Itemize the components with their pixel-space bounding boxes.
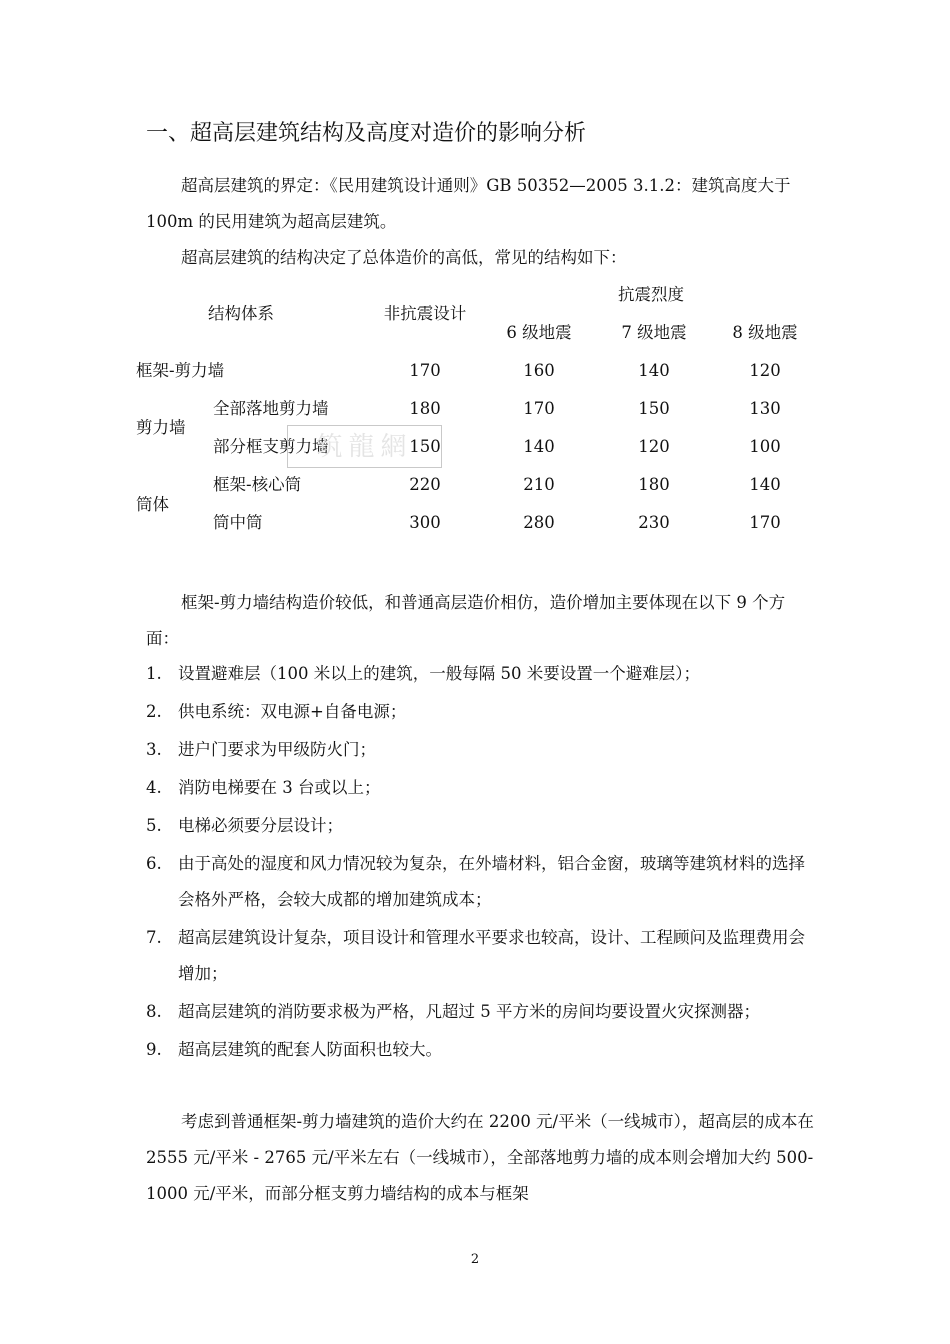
structure-height-table [136,280,826,542]
cell-deg8: 100 [749,437,781,456]
list-item-text: 电梯必须要分层设计； [178,816,343,835]
cell-deg8: 170 [749,513,781,532]
cell-deg8: 140 [749,475,781,494]
list-item-text: 设置避难层（100 米以上的建筑，一般每隔 50 米要设置一个避难层）； [178,664,700,683]
list-item-number: 2. [146,702,162,721]
list-item [146,770,816,806]
list-item-text: 进户门要求为甲级防火门； [178,740,376,759]
list-item-text: 超高层建筑的配套人防面积也较大。 [178,1040,442,1059]
header-non-seismic: 非抗震设计 [383,304,467,323]
list-item-text: 超高层建筑设计复杂，项目设计和管理水平要求也较高，设计、工程顾问及监理费用会增加； [178,928,805,983]
list-item-text: 由于高处的湿度和风力情况较为复杂，在外墙材料，铝合金窗，玻璃等建筑材料的选择会格外严格，会较大成都的增加建筑成本； [178,854,805,909]
group-shear-wall: 剪力墙 [136,418,186,437]
header-degree-6: 6 级地震 [506,323,572,342]
cell-deg6: 140 [523,437,555,456]
cell-deg6: 210 [523,475,555,494]
list-item-number: 6. [146,854,162,873]
header-structure-system: 结构体系 [208,304,274,323]
cell-non-seismic: 150 [409,437,441,456]
cost-factor-list [146,656,816,1070]
list-item [146,808,816,844]
header-seismic-intensity: 抗震烈度 [618,285,684,304]
page-number: 2 [470,1252,480,1267]
frame-shear-wall-paragraph: 框架-剪力墙结构造价较低，和普通高层造价相仿，造价增加主要体现在以下 9 个方面： [146,593,786,648]
section-title: 一、超高层建筑结构及高度对造价的影响分析 [146,121,587,146]
list-item [146,846,816,918]
intro-paragraph: 超高层建筑的结构决定了总体造价的高低，常见的结构如下： [181,248,627,267]
list-item-number: 9. [146,1040,162,1059]
cell-deg7: 150 [638,399,670,418]
list-item-number: 5. [146,816,162,835]
cell-non-seismic: 170 [409,361,441,380]
list-item [146,732,816,768]
list-item [146,920,816,992]
cell-deg6: 170 [523,399,555,418]
cell-deg7: 230 [638,513,670,532]
definition-paragraph: 超高层建筑的界定：《民用建筑设计通则》GB 50352—2005 3.1.2：建筑高度大于 100m 的民用建筑为超高层建筑。 [146,176,791,231]
cell-deg6: 160 [523,361,555,380]
list-item-text: 消防电梯要在 3 台或以上； [178,778,381,797]
list-item [146,1032,816,1068]
cell-deg7: 120 [638,437,670,456]
row-name: 框架-剪力墙 [136,361,225,380]
cost-paragraph: 考虑到普通框架-剪力墙建筑的造价大约在 2200 元/平米（一线城市），超高层的成本在 2555 元/平米 - 2765 元/平米左右（一线城市），全部落地剪力墙的成本则会增加大约 500-1000 元/平米，而部分框支剪力墙结构的成本与框架 [146,1112,814,1203]
list-item-text: 超高层建筑的消防要求极为严格，凡超过 5 平方米的房间均要设置火灾探测器； [178,1002,760,1021]
cell-deg7: 180 [638,475,670,494]
list-item-number: 1. [146,664,162,683]
list-item [146,994,816,1030]
group-tube: 筒体 [136,495,169,514]
cell-non-seismic: 180 [409,399,441,418]
list-item-number: 3. [146,740,162,759]
cell-non-seismic: 220 [409,475,441,494]
header-degree-7: 7 级地震 [621,323,687,342]
row-name: 框架-核心筒 [213,475,302,494]
cell-deg7: 140 [638,361,670,380]
row-name: 筒中筒 [213,513,263,532]
cell-non-seismic: 300 [409,513,441,532]
list-item [146,694,816,730]
watermark-box: 筑龍網 [287,425,442,468]
row-name: 全部落地剪力墙 [213,399,329,418]
list-item-number: 8. [146,1002,162,1021]
header-degree-8: 8 级地震 [732,323,798,342]
cell-deg8: 120 [749,361,781,380]
list-item-number: 7. [146,928,162,947]
list-item [146,656,816,692]
list-item-text: 供电系统：双电源+自备电源； [178,702,407,721]
cell-deg6: 280 [523,513,555,532]
cell-deg8: 130 [749,399,781,418]
list-item-number: 4. [146,778,162,797]
row-name: 部分框支剪力墙 [213,437,329,456]
